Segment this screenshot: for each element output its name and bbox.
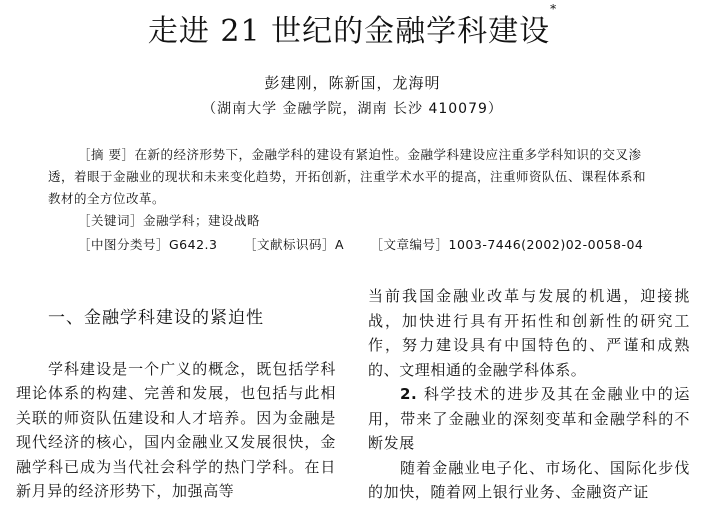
- body-paragraph: 学科建设是一个广义的概念，既包括学科理论体系的构建、完善和发展，也包括与此相关联的师资队伍建设和人才培养。因为金融是现代经济的核心，国内金融业又发展很快，金融学科已成为当代社会科学的热门学科。在日新月异的经济形势下，加强高等: [16, 359, 336, 500]
- title-text: 走进 21 世纪的金融学科建设: [147, 14, 551, 49]
- body-paragraph: 随着金融业电子化、市场化、国际化步伐的加快，随着网上银行业务、金融资产证: [368, 458, 690, 501]
- section-heading: 一、金融学科建设的紧迫性: [48, 308, 264, 328]
- clc-number: ［中图分类号］G642.3: [78, 237, 218, 252]
- left-column: [16, 306, 336, 504]
- item-number: 2.: [400, 385, 418, 403]
- authors: 彭建刚，陈新国，龙海明: [264, 74, 441, 92]
- abstract: ［摘 要］在新的经济形势下，金融学科的建设有紧迫性。金融学科建设应注重多学科知识的交叉渗透，着眼于金融业的现状和未来变化趋势，开拓创新，注重学术水平的提高，注重师资队伍、课程体系和教材的全方位改革。: [48, 147, 647, 206]
- document-code: ［文献标识码］A: [243, 237, 345, 252]
- classification-line: [78, 235, 665, 253]
- right-column: [368, 284, 690, 505]
- article-title: [0, 2, 705, 50]
- numbered-item: [368, 382, 690, 456]
- affiliation: （湖南大学 金融学院，湖南 长沙 410079）: [202, 101, 503, 117]
- title-footnote-mark: *: [550, 2, 558, 16]
- item-text: 科学技术的进步及其在金融业中的运用，带来了金融业的深刻变革和金融学科的不断发展: [368, 385, 690, 452]
- article-number: ［文章编号］1003-7446(2002)02-0058-04: [370, 237, 644, 252]
- continued-paragraph: 当前我国金融业改革与发展的机遇，迎接挑战，加快进行具有开拓性和创新性的研究工作，努力建设具有中国特色的、严谨和成熟的、文理相通的金融学科体系。: [368, 287, 690, 379]
- keywords: ［关键词］金融学科；建设战略: [78, 213, 261, 228]
